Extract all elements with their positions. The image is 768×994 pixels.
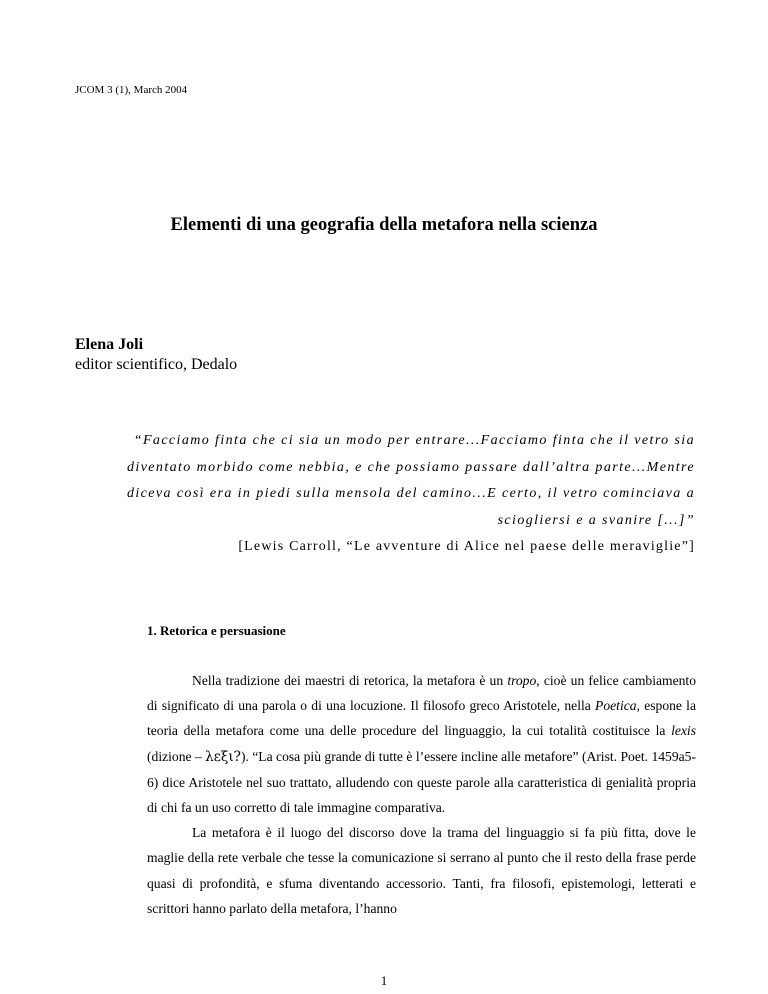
epigraph-line: diceva così era in piedi sulla mensola del camino...E certo, il vetro cominciava a [126, 486, 695, 501]
author-affiliation: editor scientifico, Dedalo [75, 356, 238, 373]
epigraph-source: [Lewis Carroll, “Le avventure di Alice nel paese delle meraviglie”] [238, 539, 695, 554]
section-heading: 1. Retorica e persuasione [147, 623, 286, 638]
epigraph-line: “Facciamo finta che ci sia un modo per entrare...Facciamo finta che il vetro sia [133, 433, 695, 448]
epigraph-line: diventato morbido come nebbia, e che possiamo passare dall’altra parte...Mentre [127, 459, 695, 475]
paper-title: Elementi di una geografia della metafora nella scienza [170, 215, 598, 235]
greek-term: λεξι? [205, 748, 241, 765]
section-body [147, 668, 696, 921]
text-run: ). “La cosa più grande di tutte è l’essere incline alle metafore” (Arist. Poet. 1459a5-6) dice Aristotele nel suo trattato, alludendo con queste parole alla caratteristica di genialità propria di chi fa un uso corretto di tale immagine comparativa. [147, 748, 696, 816]
text-run: , espone la teoria della metafora come una delle procedure del linguaggio, la cui totalità costituisce la [147, 698, 696, 739]
paragraph [147, 668, 696, 820]
text-run: Nella tradizione dei maestri di retorica, la metafora è un [192, 673, 508, 688]
italic-term: lexis [671, 723, 696, 739]
text-run: , cioè un felice cambiamento di significato di una parola o di una locuzione. Il filosofo greco Aristotele, nella [147, 673, 696, 714]
paragraph: La metafora è il luogo del discorso dove la trama del linguaggio si fa più fitta, dove le maglie della rete verbale che tesse la comunicazione si serrano al punto che il resto della frase perde quasi di profondità, e sfuma diventando accessorio. Tanti, fra filosofi, epistemologi, letterati e scrittori hanno parlato della metafora, l’hanno [147, 825, 696, 916]
italic-term: tropo [507, 673, 537, 688]
epigraph-line: sciogliersi e a svanire [...]” [497, 512, 695, 528]
journal-header: JCOM 3 (1), March 2004 [75, 84, 188, 96]
text-run: (dizione – [147, 748, 206, 764]
italic-term: Poetica [595, 698, 637, 714]
epigraph [76, 428, 695, 534]
author-name: Elena Joli [75, 336, 144, 353]
page-number: 1 [380, 973, 388, 988]
